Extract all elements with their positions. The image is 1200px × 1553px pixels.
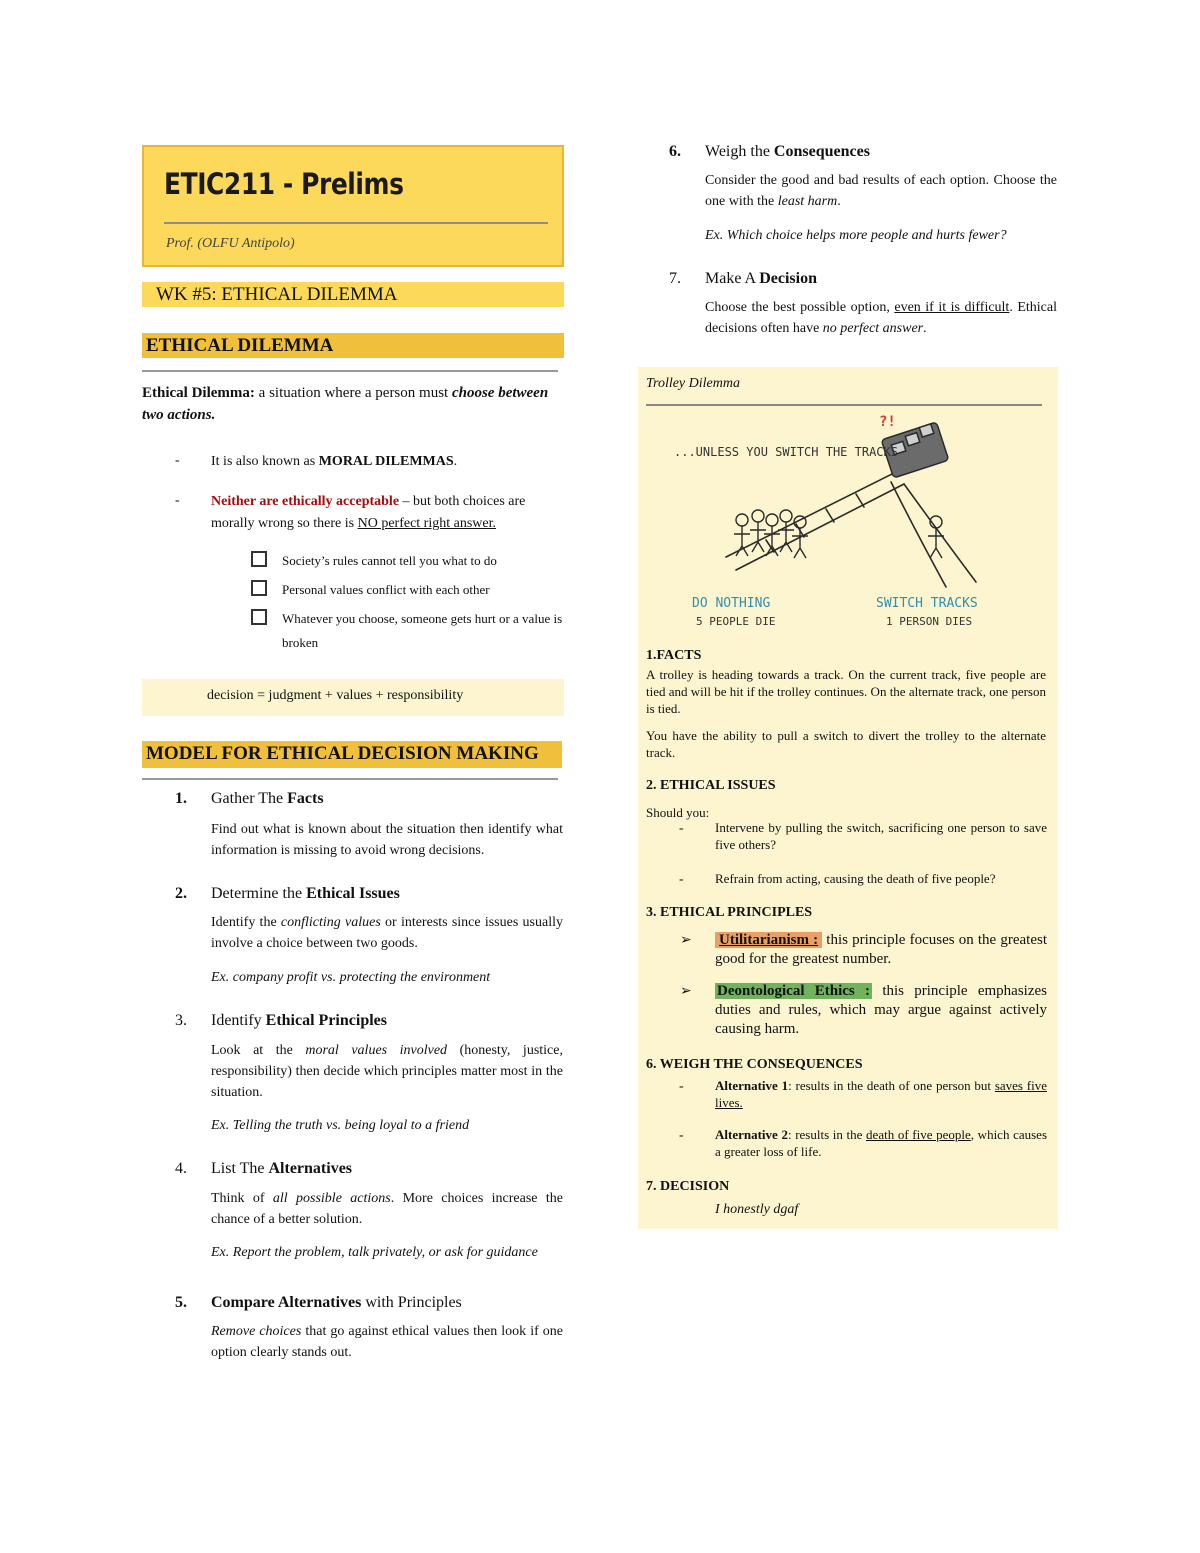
- principles-heading: 3. ETHICAL PRINCIPLES: [646, 905, 813, 920]
- bullet-dash: -: [679, 1079, 684, 1094]
- step-heading: Compare Alternatives with Principles: [211, 1294, 462, 1311]
- title-box: [142, 145, 564, 267]
- arrow-bullet-icon: ➢: [680, 933, 692, 948]
- step-number: 2.: [175, 885, 187, 902]
- facts-paragraph: You have the ability to pull a switch to divert the trolley to the alternate track.: [646, 728, 1046, 760]
- bullet-moral-dilemmas: It is also known as MORAL DILEMMAS.: [211, 454, 458, 469]
- section-heading-bar: [142, 333, 564, 358]
- bullet-neither-acceptable: Neither are ethically acceptable – but both choices are morally wrong so there is NO perfect right answer.: [211, 494, 526, 531]
- consequences-heading: 6. WEIGH THE CONSEQUENCES: [646, 1057, 863, 1072]
- model-heading-bar: [142, 741, 562, 768]
- issues-heading: 2. ETHICAL ISSUES: [646, 778, 776, 793]
- step-description: Remove choices that go against ethical values then look if one option clearly stands out.: [211, 1324, 563, 1360]
- facts-heading: 1.FACTS: [646, 648, 702, 663]
- deontological-tag: Deontological Ethics :: [717, 983, 871, 999]
- trolley-divider: [646, 404, 1042, 406]
- definition: [142, 382, 564, 426]
- issue-item: Refrain from acting, causing the death of five people?: [715, 871, 996, 886]
- step-heading: Make A Decision: [705, 270, 817, 287]
- step-description: Choose the best possible option, even if it is difficult. Ethical decisions often have no perfect answer.: [705, 300, 1057, 336]
- principle-utilitarianism: Utilitarianism : this principle focuses on the greatest good for the greatest number.: [715, 932, 1047, 967]
- definition-emphasis: choose between two actions.: [142, 385, 549, 423]
- alternative-1: Alternative 1: results in the death of one person but saves five lives.: [715, 1078, 1047, 1110]
- step-heading: Gather The Facts: [211, 790, 324, 807]
- alternative-2: Alternative 2: results in the death of five people, which causes a greater loss of life.: [715, 1127, 1048, 1159]
- principle-deontological: Deontological Ethics : this principle emphasizes duties and rules, which may argue against actively causing harm.: [715, 983, 1047, 1037]
- week-heading-bar: [142, 282, 564, 307]
- decision-text: I honestly dgaf: [715, 1202, 799, 1217]
- model-heading: MODEL FOR ETHICAL DECISION MAKING: [146, 743, 539, 764]
- step-number: 5.: [175, 1294, 187, 1311]
- alarm-text: ?!: [879, 414, 896, 430]
- trolley-illustration: [646, 412, 1046, 644]
- page-subtitle: Prof. (OLFU Antipolo): [166, 236, 295, 251]
- step-description: Identify the conflicting values or interests since issues usually involve a choice between two goods.: [211, 915, 563, 951]
- step-heading: Weigh the Consequences: [705, 143, 870, 160]
- checklist-item: Society’s rules cannot tell you what to do: [282, 553, 497, 568]
- step-example: Ex. company profit vs. protecting the environment: [211, 970, 491, 985]
- bullet-dash: -: [679, 821, 684, 836]
- trolley-title: Trolley Dilemma: [646, 376, 740, 391]
- step-number: 7.: [669, 270, 681, 287]
- week-heading: WK #5: ETHICAL DILEMMA: [156, 284, 398, 305]
- step-number: 1.: [175, 790, 187, 807]
- arrow-bullet-icon: ➢: [680, 984, 692, 999]
- model-divider: [142, 778, 558, 780]
- step-example: Ex. Report the problem, talk privately, or ask for guidance: [211, 1245, 538, 1260]
- bullet-dash: -: [679, 1128, 684, 1143]
- step-description: Think of all possible actions. More choices increase the chance of a better solution.: [211, 1191, 563, 1227]
- right-option-result: 1 PERSON DIES: [886, 615, 973, 628]
- step-description: Consider the good and bad results of each option. Choose the one with the least harm.: [705, 173, 1057, 209]
- decision-heading: 7. DECISION: [646, 1179, 730, 1194]
- page-title: ETIC211 - Prelims: [164, 167, 404, 201]
- step-heading: Identify Ethical Principles: [211, 1012, 387, 1029]
- illustration-caption: ...UNLESS YOU SWITCH THE TRACKS: [674, 445, 898, 459]
- section-divider: [142, 370, 558, 372]
- step-heading: Determine the Ethical Issues: [211, 885, 400, 902]
- step-description: Look at the moral values involved (honesty, justice, responsibility) then decide which principles matter most in the situation.: [211, 1043, 563, 1100]
- bullet-dash: -: [175, 453, 180, 468]
- bullet-dash: -: [679, 872, 684, 887]
- step-number: 6.: [669, 143, 681, 160]
- issues-intro: Should you:: [646, 805, 710, 820]
- formula-text: decision = judgment + values + responsibility: [207, 688, 464, 703]
- left-option-result: 5 PEOPLE DIE: [696, 615, 776, 628]
- step-example: Ex. Telling the truth vs. being loyal to a friend: [211, 1118, 470, 1133]
- utilitarianism-tag: Utilitarianism :: [715, 932, 822, 948]
- facts-paragraph: A trolley is heading towards a track. On the current track, five people are tied and will be hit if the trolley continues. On the alternate track, one person is tied.: [646, 667, 1046, 716]
- step-heading: List The Alternatives: [211, 1160, 353, 1177]
- checkbox-icon: [251, 609, 267, 625]
- right-option-label: SWITCH TRACKS: [876, 596, 978, 611]
- checkbox-icon: [251, 580, 267, 596]
- bullet-dash: -: [175, 493, 180, 508]
- checklist-item: Personal values conflict with each other: [282, 582, 490, 597]
- step-description: Find out what is known about the situation then identify what information is missing to avoid wrong decisions.: [211, 822, 563, 858]
- step-number: 4.: [175, 1160, 187, 1177]
- formula-box: [142, 679, 564, 716]
- checkbox-icon: [251, 551, 267, 567]
- left-option-label: DO NOTHING: [692, 596, 771, 611]
- step-number: 3.: [175, 1012, 187, 1029]
- step-example: Ex. Which choice helps more people and hurts fewer?: [705, 228, 1007, 243]
- section-heading: ETHICAL DILEMMA: [146, 335, 334, 356]
- issue-item: Intervene by pulling the switch, sacrificing one person to save five others?: [715, 820, 1047, 852]
- definition-term: Ethical Dilemma:: [142, 385, 255, 401]
- definition-text: a situation where a person must: [254, 385, 452, 401]
- checklist-item: Whatever you choose, someone gets hurt or a value is broken: [282, 611, 563, 650]
- title-divider: [164, 222, 548, 224]
